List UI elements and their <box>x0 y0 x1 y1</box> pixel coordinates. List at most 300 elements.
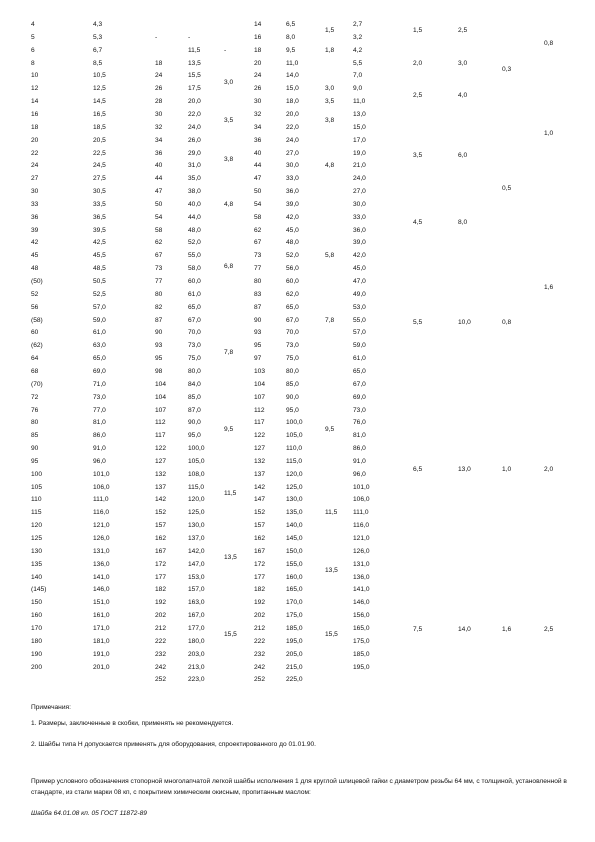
table-cell-sB: 5,8 <box>325 252 335 260</box>
table-cell-dC: 167 <box>254 547 266 555</box>
table-cell-dB: 65,0 <box>188 303 201 311</box>
table-cell-d1: 201,0 <box>93 663 110 671</box>
table-cell-dE: 67,0 <box>353 380 366 388</box>
table-cell-dE: 96,0 <box>353 470 366 478</box>
table-cell-d1: 81,0 <box>93 419 106 427</box>
table-cell-dB: 60,0 <box>188 278 201 285</box>
table-cell-sB: 9,5 <box>325 425 335 433</box>
table-cell-dA: 132 <box>155 470 167 478</box>
table-cell-dC: 242 <box>254 663 266 671</box>
table-cell-d: 125 <box>31 535 43 542</box>
table-cell-dB: 100,0 <box>188 445 205 453</box>
table-cell-c: 1,0 <box>544 130 554 138</box>
table-cell-d: 130 <box>31 547 43 555</box>
table-cell-dD: 36,0 <box>286 188 299 196</box>
table-cell-d1: 71,0 <box>93 380 106 388</box>
table-cell-d: 56 <box>31 303 39 311</box>
table-cell-dB: 31,0 <box>188 162 201 170</box>
table-cell-c: 2,5 <box>544 626 554 634</box>
table-cell-dC: 58 <box>254 213 262 221</box>
table-cell-dD: 65,0 <box>286 303 299 311</box>
table-cell-d1: 69,0 <box>93 367 106 375</box>
table-cell-d1: 121,0 <box>93 522 110 530</box>
table-cell-sB: 3,5 <box>325 98 335 106</box>
table-cell-b: 3,5 <box>413 152 423 160</box>
table-cell-d1: 10,5 <box>93 72 106 80</box>
table-cell-dE: 30,0 <box>353 200 366 208</box>
table-cell-dA: 95 <box>155 355 163 363</box>
table-cell-dA: 87 <box>155 316 163 324</box>
table-cell-dA: 122 <box>155 445 167 453</box>
table-cell-dD: 105,0 <box>286 432 303 440</box>
table-cell-dA: 212 <box>155 624 167 632</box>
table-cell-dC: 67 <box>254 239 262 247</box>
table-cell-d: 39 <box>31 226 39 234</box>
table-cell-dA: 47 <box>155 188 163 196</box>
table-cell-dC: 18 <box>254 46 262 54</box>
table-cell-dA: 98 <box>155 367 163 375</box>
table-cell-dE: 33,0 <box>353 213 366 221</box>
table-cell-d: (145) <box>31 586 47 594</box>
table-cell-h: 2,5 <box>458 27 468 35</box>
table-cell-dE: 81,0 <box>353 432 366 440</box>
table-cell-dB: 180,0 <box>188 637 205 645</box>
table-cell-d1: 146,0 <box>93 586 110 594</box>
table-cell-c: 1,6 <box>544 284 554 292</box>
table-cell-dC: 142 <box>254 483 266 491</box>
table-cell-dD: 95,0 <box>286 406 299 414</box>
table-cell-dA: 62 <box>155 239 163 247</box>
table-cell-dA: 36 <box>155 149 163 157</box>
table-cell-dE: 69,0 <box>353 393 366 401</box>
table-cell-sA: 7,8 <box>224 348 234 356</box>
table-cell-d1: 65,0 <box>93 355 106 363</box>
table-cell-d1: 111,0 <box>93 496 109 504</box>
table-cell-dC: 97 <box>254 355 262 363</box>
table-cell-sA: 9,5 <box>224 425 234 433</box>
table-cell-dE: 53,0 <box>353 303 366 311</box>
table-cell-dE: 116,0 <box>353 522 370 530</box>
table-cell-dD: 160,0 <box>286 573 303 581</box>
table-cell-dE: 175,0 <box>353 637 370 645</box>
table-cell-h: 4,0 <box>458 91 468 99</box>
table-cell-dC: 104 <box>254 380 266 388</box>
table-cell-dB: 163,0 <box>188 599 205 607</box>
table-cell-dD: 9,5 <box>286 46 296 54</box>
table-cell-dC: 212 <box>254 624 266 632</box>
table-cell-dE: 11,0 <box>353 98 366 106</box>
table-cell-d1: 57,0 <box>93 303 106 311</box>
table-cell-d: 12 <box>31 85 39 93</box>
table-cell-dB: 90,0 <box>188 419 201 427</box>
table-cell-dE: 17,0 <box>353 136 366 144</box>
table-cell-dE: 91,0 <box>353 457 366 465</box>
table-cell-h: 6,0 <box>458 152 468 160</box>
table-cell-sA: 3,5 <box>224 117 234 125</box>
table-cell-d1: 50,5 <box>93 278 106 285</box>
table-cell-d: 8 <box>31 59 35 67</box>
table-cell-dE: 61,0 <box>353 355 366 363</box>
table-cell-dC: 30 <box>254 98 262 106</box>
table-cell-d: 190 <box>31 650 43 658</box>
table-cell-d: 150 <box>31 599 43 607</box>
table-cell-dB: 15,5 <box>188 72 201 80</box>
table-cell-dE: 7,0 <box>353 72 363 80</box>
table-cell-dE: 131,0 <box>353 560 370 568</box>
table-cell-d1: 24,5 <box>93 162 106 170</box>
table-cell-sA: 11,5 <box>224 490 237 498</box>
table-cell-dA: 30 <box>155 110 163 118</box>
table-cell-c: 2,0 <box>544 465 554 473</box>
designation-example-text: Пример условного обозначения стопорной многолапчатой легкой шайбы исполнения 1 для круглой шлицевой гайки с диаметром резьбы 64 мм, с толщиной, установленной в стандарте, из стали марки 08 кп, с покрытием химическим окисным, пропитанным маслом: <box>31 778 567 796</box>
table-cell-dE: 111,0 <box>353 509 369 517</box>
table-cell-dD: 45,0 <box>286 226 299 234</box>
table-cell-dE: 19,0 <box>353 149 366 157</box>
table-cell-dC: 34 <box>254 123 262 131</box>
table-cell-dA: 137 <box>155 483 167 491</box>
table-cell-d: 200 <box>31 663 43 671</box>
table-cell-dD: 100,0 <box>286 419 303 427</box>
table-cell-dC: 192 <box>254 599 266 607</box>
table-cell-dD: 20,0 <box>286 110 299 118</box>
table-cell-dD: 60,0 <box>286 278 299 285</box>
table-cell-dA: 242 <box>155 663 167 671</box>
table-cell-dC: 232 <box>254 650 266 658</box>
table-cell-d: 24 <box>31 162 39 170</box>
table-cell-dD: 42,0 <box>286 213 299 221</box>
table-cell-d: (62) <box>31 342 43 350</box>
table-cell-dA: 232 <box>155 650 167 658</box>
table-cell-d1: 12,5 <box>93 85 106 93</box>
table-cell-d: 52 <box>31 290 39 298</box>
table-cell-dC: 103 <box>254 367 266 375</box>
table-cell-r: 0,5 <box>502 185 512 193</box>
table-cell-d: 68 <box>31 367 39 375</box>
table-cell-d1: 171,0 <box>93 624 110 632</box>
table-cell-r: 1,0 <box>502 465 512 473</box>
table-cell-dA: 58 <box>155 226 163 234</box>
table-cell-d1: 101,0 <box>93 470 110 478</box>
table-cell-dA: 24 <box>155 72 163 80</box>
table-cell-d: 60 <box>31 329 39 337</box>
table-cell-dC: 54 <box>254 200 262 208</box>
designation-example: Шайба 64.01.08 кп. 05 ГОСТ 11872-89 <box>31 810 147 817</box>
table-cell-dC: 202 <box>254 612 266 620</box>
table-cell-dC: 147 <box>254 496 266 504</box>
table-cell-d: (58) <box>31 316 43 324</box>
table-cell-dE: 136,0 <box>353 573 370 581</box>
table-cell-dB: 20,0 <box>188 98 201 106</box>
table-cell-sA: 3,8 <box>224 155 234 163</box>
table-cell-dC: 50 <box>254 188 262 196</box>
table-cell-sA: 6,8 <box>224 262 234 270</box>
table-cell-d1: 48,5 <box>93 265 106 273</box>
table-cell-r: 0,8 <box>502 319 512 327</box>
table-cell-dC: 90 <box>254 316 262 324</box>
table-cell-d: 95 <box>31 457 39 465</box>
table-cell-d: 45 <box>31 252 39 260</box>
table-cell-d1: 8,5 <box>93 59 103 67</box>
table-cell-d: 140 <box>31 573 43 581</box>
table-cell-dC: 40 <box>254 149 262 157</box>
table-cell-dC: 222 <box>254 637 266 645</box>
table-cell-dB: 67,0 <box>188 316 201 324</box>
table-cell-dD: 145,0 <box>286 535 303 542</box>
table-cell-sA: 13,5 <box>224 554 237 562</box>
table-cell-dE: 36,0 <box>353 226 366 234</box>
table-cell-dA: 167 <box>155 547 167 555</box>
table-cell-dB: 13,5 <box>188 59 201 67</box>
table-cell-dA: 112 <box>155 419 166 427</box>
table-cell-dA: 77 <box>155 278 163 285</box>
table-cell-d1: 5,3 <box>93 33 103 41</box>
table-cell-dB: - <box>188 33 191 41</box>
table-cell-dD: 170,0 <box>286 599 303 607</box>
table-cell-b: 2,5 <box>413 91 423 99</box>
table-cell-dD: 155,0 <box>286 560 303 568</box>
table-cell-dB: 130,0 <box>188 522 205 530</box>
table-cell-d: 110 <box>31 496 42 504</box>
table-cell-d: 120 <box>31 522 43 530</box>
table-cell-d1: 14,5 <box>93 98 106 106</box>
table-cell-dD: 185,0 <box>286 624 303 632</box>
table-cell-dC: 24 <box>254 72 262 80</box>
table-cell-dA: 177 <box>155 573 167 581</box>
table-cell-d: 115 <box>31 509 42 517</box>
table-cell-d1: 4,3 <box>93 21 103 28</box>
table-cell-dC: 95 <box>254 342 262 350</box>
table-cell-dA: 80 <box>155 290 163 298</box>
table-cell-d1: 181,0 <box>93 637 110 645</box>
table-cell-h: 10,0 <box>458 319 471 327</box>
table-cell-d1: 42,5 <box>93 239 106 247</box>
table-cell-r: 0,3 <box>502 65 512 73</box>
table-cell-h: 8,0 <box>458 218 468 226</box>
table-cell-dE: 9,0 <box>353 85 363 93</box>
notes-heading: Примечания: <box>31 704 71 711</box>
table-cell-d: 42 <box>31 239 39 247</box>
table-cell-dD: 115,0 <box>286 457 303 465</box>
table-cell-dE: 42,0 <box>353 252 366 260</box>
table-cell-dE: 27,0 <box>353 188 366 196</box>
table-cell-dD: 30,0 <box>286 162 299 170</box>
table-cell-dD: 18,0 <box>286 98 299 106</box>
table-cell-h: 13,0 <box>458 465 471 473</box>
table-cell-dC: 93 <box>254 329 262 337</box>
table-cell-dE: 195,0 <box>353 663 370 671</box>
table-cell-dA: 107 <box>155 406 167 414</box>
table-cell-dB: 75,0 <box>188 355 201 363</box>
table-cell-d: 33 <box>31 200 39 208</box>
table-cell-d: 18 <box>31 123 39 131</box>
table-cell-dB: 84,0 <box>188 380 201 388</box>
table-cell-dC: 177 <box>254 573 266 581</box>
table-cell-d: 105 <box>31 483 43 491</box>
table-cell-dC: 73 <box>254 252 262 260</box>
table-cell-sB: 4,8 <box>325 162 335 170</box>
table-cell-dA: 32 <box>155 123 163 131</box>
table-cell-dA: - <box>155 33 158 41</box>
table-cell-dB: 142,0 <box>188 547 205 555</box>
table-cell-d1: 126,0 <box>93 535 110 542</box>
table-cell-sB: 7,8 <box>325 316 335 324</box>
table-cell-d1: 141,0 <box>93 573 110 581</box>
table-cell-dD: 165,0 <box>286 586 303 594</box>
table-cell-dA: 222 <box>155 637 167 645</box>
table-cell-dE: 49,0 <box>353 290 366 298</box>
table-cell-d1: 6,7 <box>93 46 103 54</box>
table-cell-dE: 4,2 <box>353 46 363 54</box>
table-cell-d: 20 <box>31 136 39 144</box>
table-cell-dA: 90 <box>155 329 163 337</box>
table-cell-dB: 80,0 <box>188 367 201 375</box>
table-cell-dC: 132 <box>254 457 266 465</box>
table-cell-dE: 5,5 <box>353 59 363 67</box>
table-cell-dC: 16 <box>254 33 262 41</box>
note-2: 2. Шайбы типа Н допускается применять для оборудования, спроектированного до 01.01.90. <box>31 741 317 748</box>
table-cell-dB: 29,0 <box>188 149 201 157</box>
table-cell-dB: 125,0 <box>188 509 205 517</box>
table-cell-dD: 80,0 <box>286 367 299 375</box>
table-cell-dA: 152 <box>155 509 167 517</box>
table-cell-dD: 120,0 <box>286 470 303 478</box>
table-cell-d: 30 <box>31 188 39 196</box>
table-cell-dD: 215,0 <box>286 663 303 671</box>
table-cell-dE: 126,0 <box>353 547 370 555</box>
table-cell-d: 160 <box>31 612 43 620</box>
table-cell-d: 85 <box>31 432 39 440</box>
table-cell-dD: 39,0 <box>286 200 299 208</box>
table-cell-d1: 91,0 <box>93 445 106 453</box>
table-cell-d1: 52,5 <box>93 290 106 298</box>
table-cell-sB: 3,8 <box>325 117 335 125</box>
table-cell-d1: 45,5 <box>93 252 106 260</box>
table-cell-d1: 33,5 <box>93 200 106 208</box>
table-cell-dB: 157,0 <box>188 586 205 594</box>
table-cell-dA: 67 <box>155 252 163 260</box>
table-cell-dC: 162 <box>254 535 266 542</box>
table-cell-d: 6 <box>31 46 35 54</box>
table-cell-dB: 11,5 <box>188 46 201 54</box>
table-cell-dA: 54 <box>155 213 163 221</box>
table-cell-dD: 150,0 <box>286 547 303 555</box>
table-cell-dC: 182 <box>254 586 266 594</box>
table-cell-dB: 223,0 <box>188 676 205 684</box>
table-cell-d1: 27,5 <box>93 175 106 183</box>
table-cell-c: 0,8 <box>544 40 554 48</box>
table-cell-dA: 104 <box>155 393 167 401</box>
table-cell-dD: 75,0 <box>286 355 299 363</box>
table-cell-dE: 101,0 <box>353 483 370 491</box>
table-cell-d: 27 <box>31 175 39 183</box>
table-cell-dB: 44,0 <box>188 213 201 221</box>
table-cell-dB: 213,0 <box>188 663 205 671</box>
table-cell-b: 6,5 <box>413 465 423 473</box>
table-cell-d1: 59,0 <box>93 316 106 324</box>
table-cell-sB: 13,5 <box>325 567 338 575</box>
table-cell-dC: 107 <box>254 393 266 401</box>
table-cell-dD: 225,0 <box>286 676 303 684</box>
table-cell-dD: 33,0 <box>286 175 299 183</box>
table-cell-dD: 70,0 <box>286 329 299 337</box>
table-cell-sB: 11,5 <box>325 509 338 517</box>
table-cell-d1: 96,0 <box>93 457 106 465</box>
table-cell-dC: 112 <box>254 406 265 414</box>
table-cell-d1: 116,0 <box>93 509 110 517</box>
table-cell-dE: 141,0 <box>353 586 370 594</box>
table-cell-dD: 195,0 <box>286 637 303 645</box>
table-cell-dB: 24,0 <box>188 123 201 131</box>
table-cell-d1: 63,0 <box>93 342 106 350</box>
table-cell-b: 2,0 <box>413 59 423 67</box>
table-cell-dE: 24,0 <box>353 175 366 183</box>
table-cell-dB: 108,0 <box>188 470 205 478</box>
table-cell-dC: 47 <box>254 175 262 183</box>
table-cell-dC: 83 <box>254 290 262 298</box>
table-cell-d1: 151,0 <box>93 599 110 607</box>
table-cell-dB: 95,0 <box>188 432 201 440</box>
table-cell-dC: 20 <box>254 59 262 67</box>
table-cell-d: 10 <box>31 72 39 80</box>
table-cell-dB: 22,0 <box>188 110 201 118</box>
table-cell-dE: 156,0 <box>353 612 370 620</box>
table-cell-dD: 90,0 <box>286 393 299 401</box>
table-cell-dE: 47,0 <box>353 278 366 285</box>
table-cell-dD: 48,0 <box>286 239 299 247</box>
table-cell-dA: 142 <box>155 496 167 504</box>
table-cell-dD: 14,0 <box>286 72 299 80</box>
table-cell-r: 1,6 <box>502 626 512 634</box>
table-cell-d: 180 <box>31 637 43 645</box>
table-cell-d: 90 <box>31 445 39 453</box>
table-cell-dE: 45,0 <box>353 265 366 273</box>
table-cell-dE: 73,0 <box>353 406 366 414</box>
table-cell-dD: 125,0 <box>286 483 303 491</box>
table-cell-dD: 73,0 <box>286 342 299 350</box>
table-cell-dA: 117 <box>155 432 166 440</box>
table-cell-dA: 202 <box>155 612 167 620</box>
table-cell-d: 5 <box>31 33 35 41</box>
table-cell-dB: 85,0 <box>188 393 201 401</box>
table-cell-dD: 11,0 <box>286 59 299 67</box>
table-cell-d1: 30,5 <box>93 188 106 196</box>
table-cell-d: 135 <box>31 560 43 568</box>
table-cell-h: 14,0 <box>458 626 471 634</box>
table-cell-sB: 3,0 <box>325 85 335 93</box>
table-cell-dE: 65,0 <box>353 367 366 375</box>
table-cell-dC: 14 <box>254 21 262 28</box>
table-cell-sA: 3,0 <box>224 78 234 86</box>
table-cell-d: 64 <box>31 355 39 363</box>
table-cell-d1: 16,5 <box>93 110 106 118</box>
table-cell-dD: 205,0 <box>286 650 303 658</box>
table-cell-dE: 13,0 <box>353 110 366 118</box>
table-cell-dB: 147,0 <box>188 560 205 568</box>
table-cell-d1: 136,0 <box>93 560 110 568</box>
table-cell-dC: 117 <box>254 419 265 427</box>
table-cell-dB: 40,0 <box>188 200 201 208</box>
table-cell-dB: 203,0 <box>188 650 205 658</box>
table-cell-dA: 82 <box>155 303 163 311</box>
table-cell-dB: 58,0 <box>188 265 201 273</box>
table-cell-d1: 106,0 <box>93 483 110 491</box>
table-cell-dE: 2,7 <box>353 21 363 28</box>
table-cell-dE: 15,0 <box>353 123 366 131</box>
table-cell-dB: 70,0 <box>188 329 201 337</box>
table-cell-sA: 4,8 <box>224 200 234 208</box>
table-cell-dB: 115,0 <box>188 483 205 491</box>
table-cell-dB: 73,0 <box>188 342 201 350</box>
